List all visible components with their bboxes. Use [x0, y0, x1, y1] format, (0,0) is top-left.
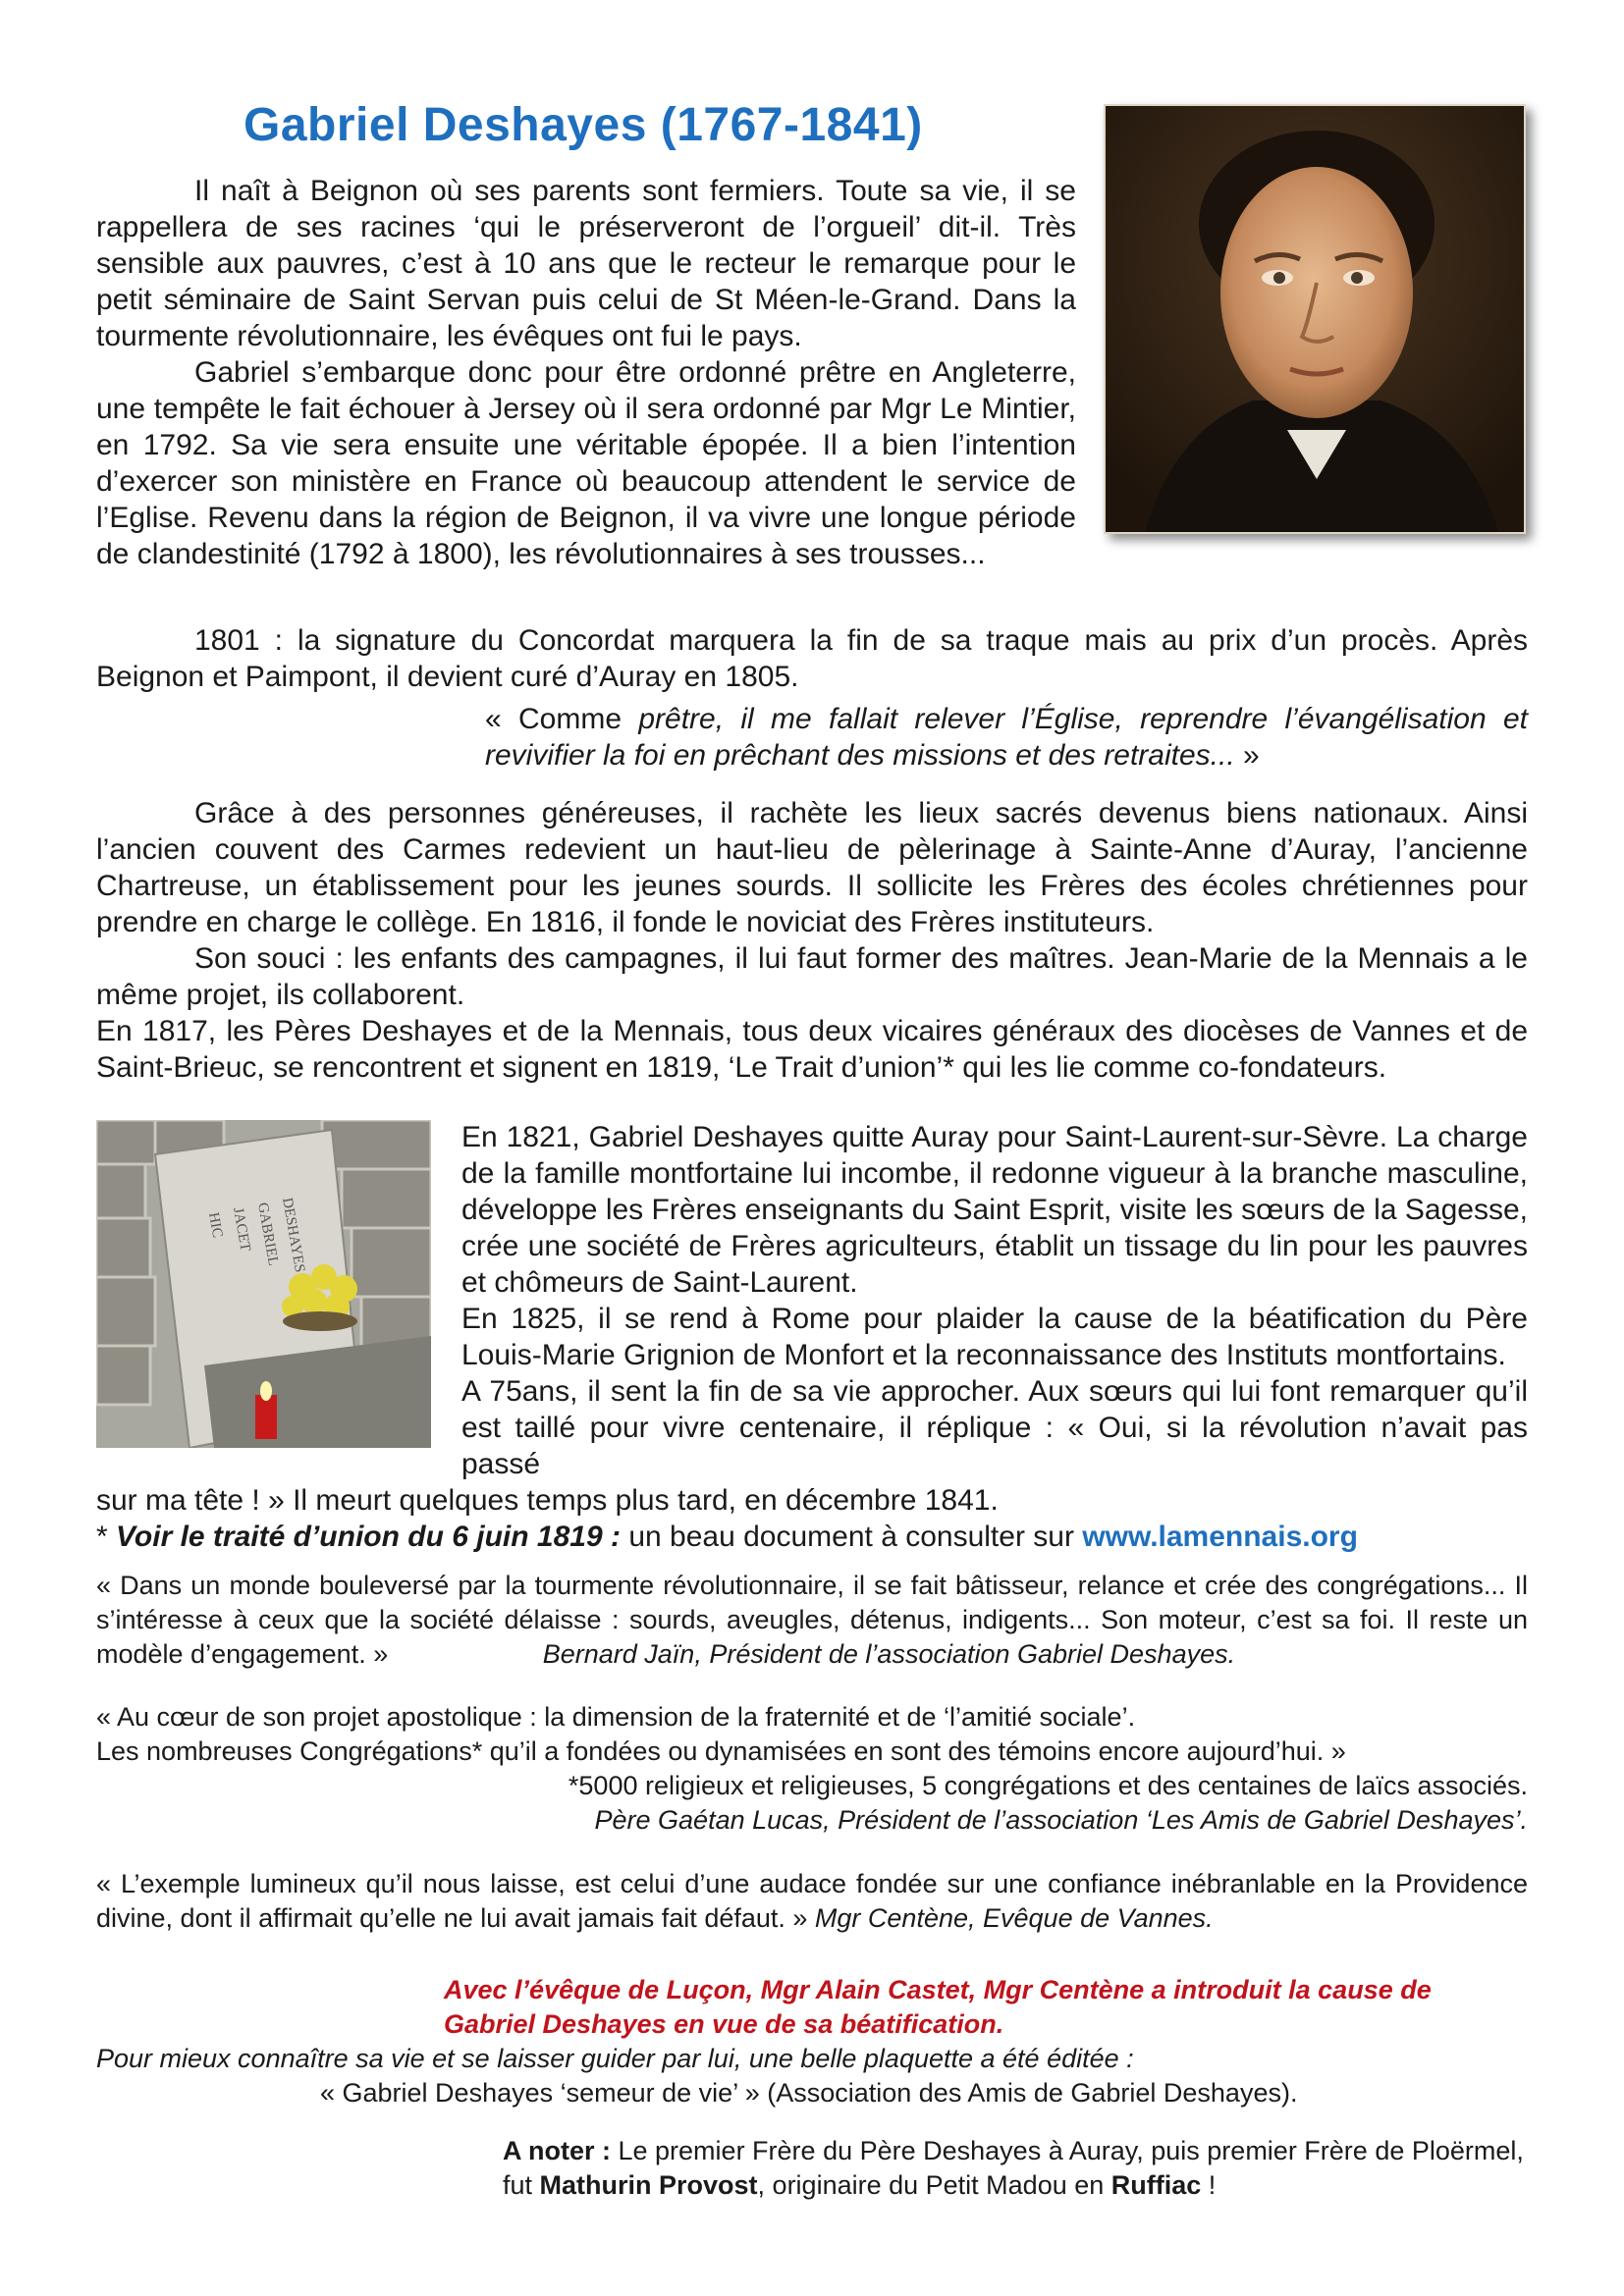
testimony-jain: « Dans un monde bouleversé par la tourmente révolutionnaire, il se fait bâtisseur, relance et crée des congrégations... Il s’intéresse à ceux que la société délaisse : sourds, aveugles, détenus, indigents... Son moteur, c’est sa foi. Il reste un modèle d’engagement. » Bernard Jaïn, Président de l’association Gabriel Deshayes.	[96, 1571, 1528, 1669]
plaquette-title: « Gabriel Deshayes ‘semeur de vie’ » (Association des Amis de Gabriel Deshayes).	[320, 2078, 1298, 2108]
a-noter-line1: A noter : Le premier Frère du Père Deshayes à Auray, puis premier Frère de Ploërmel,	[503, 2136, 1524, 2165]
paragraph-rome: En 1825, il se rend à Rome pour plaider la cause de la béatification du Père Louis-Marie Grignion de Monfort et la reconnaissance des Instituts montfortains.	[461, 1303, 1528, 1371]
grave-line-1: HIC	[205, 1210, 226, 1240]
grave-line-3: GABRIEL	[254, 1201, 282, 1267]
portrait-photo	[1104, 104, 1526, 534]
paragraph-trait-union: En 1817, les Pères Deshayes et de la Mennais, tous deux vicaires généraux des diocèses de Vannes et de Saint-Brieuc, se rencontrent et signent en 1819, ‘Le Trait d’union’* qui les lie comme co-fondateurs.	[96, 1015, 1528, 1084]
grave-line-4: DESHAYES	[279, 1196, 308, 1274]
grave-line-2: JACET	[230, 1205, 253, 1254]
lamennais-link[interactable]: www.lamennais.org	[1082, 1521, 1358, 1553]
paragraph-deces: sur ma tête ! » Il meurt quelques temps plus tard, en décembre 1841.	[96, 1484, 999, 1517]
beatification-line1: Avec l’évêque de Luçon, Mgr Alain Castet, Mgr Centène a introduit la cause de	[444, 1975, 1432, 2004]
note-traite-union: * Voir le traité d’union du 6 juin 1819 : un beau document à consulter sur www.lamennais.org	[96, 1521, 1358, 1553]
paragraph-ordination: Gabriel s’embarque donc pour être ordonné prêtre en Angleterre, une tempête le fait échouer à Jersey où il sera ordonné par Mgr Le Mintier, en 1792. Sa vie sera ensuite une véritable épopée. Il a bien l’intention d’exercer son ministère en France où beaucoup attendent le service de l’Eglise. Revenu dans la région de Beignon, il va vivre une longue période de clandestinité (1792 à 1800), les révolutionnaires à ses trousses...	[96, 356, 1076, 570]
paragraph-birth: Il naît à Beignon où ses parents sont fermiers. Toute sa vie, il se rappellera de ses racines ‘qui le préserveront de l’orgueil’ dit-il. Très sensible aux pauvres, c’est à 10 ans que le recteur le remarque pour le petit séminaire de Saint Servan puis celui de St Méen-le-Grand. Dans la tourmente révolutionnaire, les évêques ont fui le pays.	[96, 175, 1076, 352]
testimony-lucas-note: *5000 religieux et religieuses, 5 congrégations et des centaines de laïcs associés.	[568, 1771, 1528, 1800]
paragraph-fin-de-vie: A 75ans, il sent la fin de sa vie approcher. Aux sœurs qui lui font remarquer qu’il est taillé pour vivre centenaire, il réplique : « Oui, si la révolution n’avait pas passé	[461, 1375, 1528, 1480]
page-title: Gabriel Deshayes (1767-1841)	[244, 99, 923, 151]
testimony-lucas-author: Père Gaétan Lucas, Président de l’association ‘Les Amis de Gabriel Deshayes’.	[594, 1805, 1528, 1835]
testimony-lucas-line2: Les nombreuses Congrégations* qu’il a fondées ou dynamisées en sont des témoins encore aujourd’hui. »	[96, 1736, 1346, 1766]
testimony-lucas-line1: « Au cœur de son projet apostolique : la dimension de la fraternité et de ‘l’amitié sociale’.	[96, 1702, 1136, 1732]
paragraph-souci: Son souci : les enfants des campagnes, il lui faut former des maîtres. Jean-Marie de la Mennais a le même projet, ils collaborent.	[96, 942, 1528, 1011]
beatification-line2: Gabriel Deshayes en vue de sa béatification.	[444, 2009, 1004, 2039]
a-noter-line2: fut Mathurin Provost, originaire du Petit Madou en Ruffiac !	[503, 2170, 1217, 2200]
grave-photo	[96, 1120, 431, 1448]
paragraph-concordat: 1801 : la signature du Concordat marquera la fin de sa traque mais au prix d’un procès. Après Beignon et Paimpont, il devient curé d’Auray en 1805.	[96, 624, 1528, 693]
paragraph-rachat: Grâce à des personnes généreuses, il rachète les lieux sacrés devenus biens nationaux. Ainsi l’ancien couvent des Carmes redevient un haut-lieu de pèlerinage à Sainte-Anne d’Auray, l’ancienne Chartreuse, un établissement pour les jeunes sourds. Il sollicite les Frères des écoles chrétiennes pour prendre en charge le collège. En 1816, il fonde le noviciat des Frères instituteurs.	[96, 797, 1528, 938]
quote-deshayes: « Comme prêtre, il me fallait relever l’Église, reprendre l’évangélisation et revivifier la foi en prêchant des missions et des retraites... »	[485, 703, 1528, 772]
paragraph-saint-laurent: En 1821, Gabriel Deshayes quitte Auray pour Saint-Laurent-sur-Sèvre. La charge de la famille montfortaine lui incombe, il redonne vigueur à la branche masculine, développe les Frères enseignants du Saint Esprit, visite les sœurs de la Sagesse, crée une société de Frères agriculteurs, établit un tissage du lin pour les pauvres et chômeurs de Saint-Laurent.	[461, 1121, 1528, 1299]
plaquette-intro: Pour mieux connaître sa vie et se laisser guider par lui, une belle plaquette a été éditée :	[96, 2044, 1134, 2073]
testimony-centene: « L’exemple lumineux qu’il nous laisse, est celui d’une audace fondée sur une confiance inébranlable en la Providence divine, dont il affirmait qu’elle ne lui avait jamais fait défaut. » Mgr Centène, Evêque de Vannes.	[96, 1869, 1528, 1933]
